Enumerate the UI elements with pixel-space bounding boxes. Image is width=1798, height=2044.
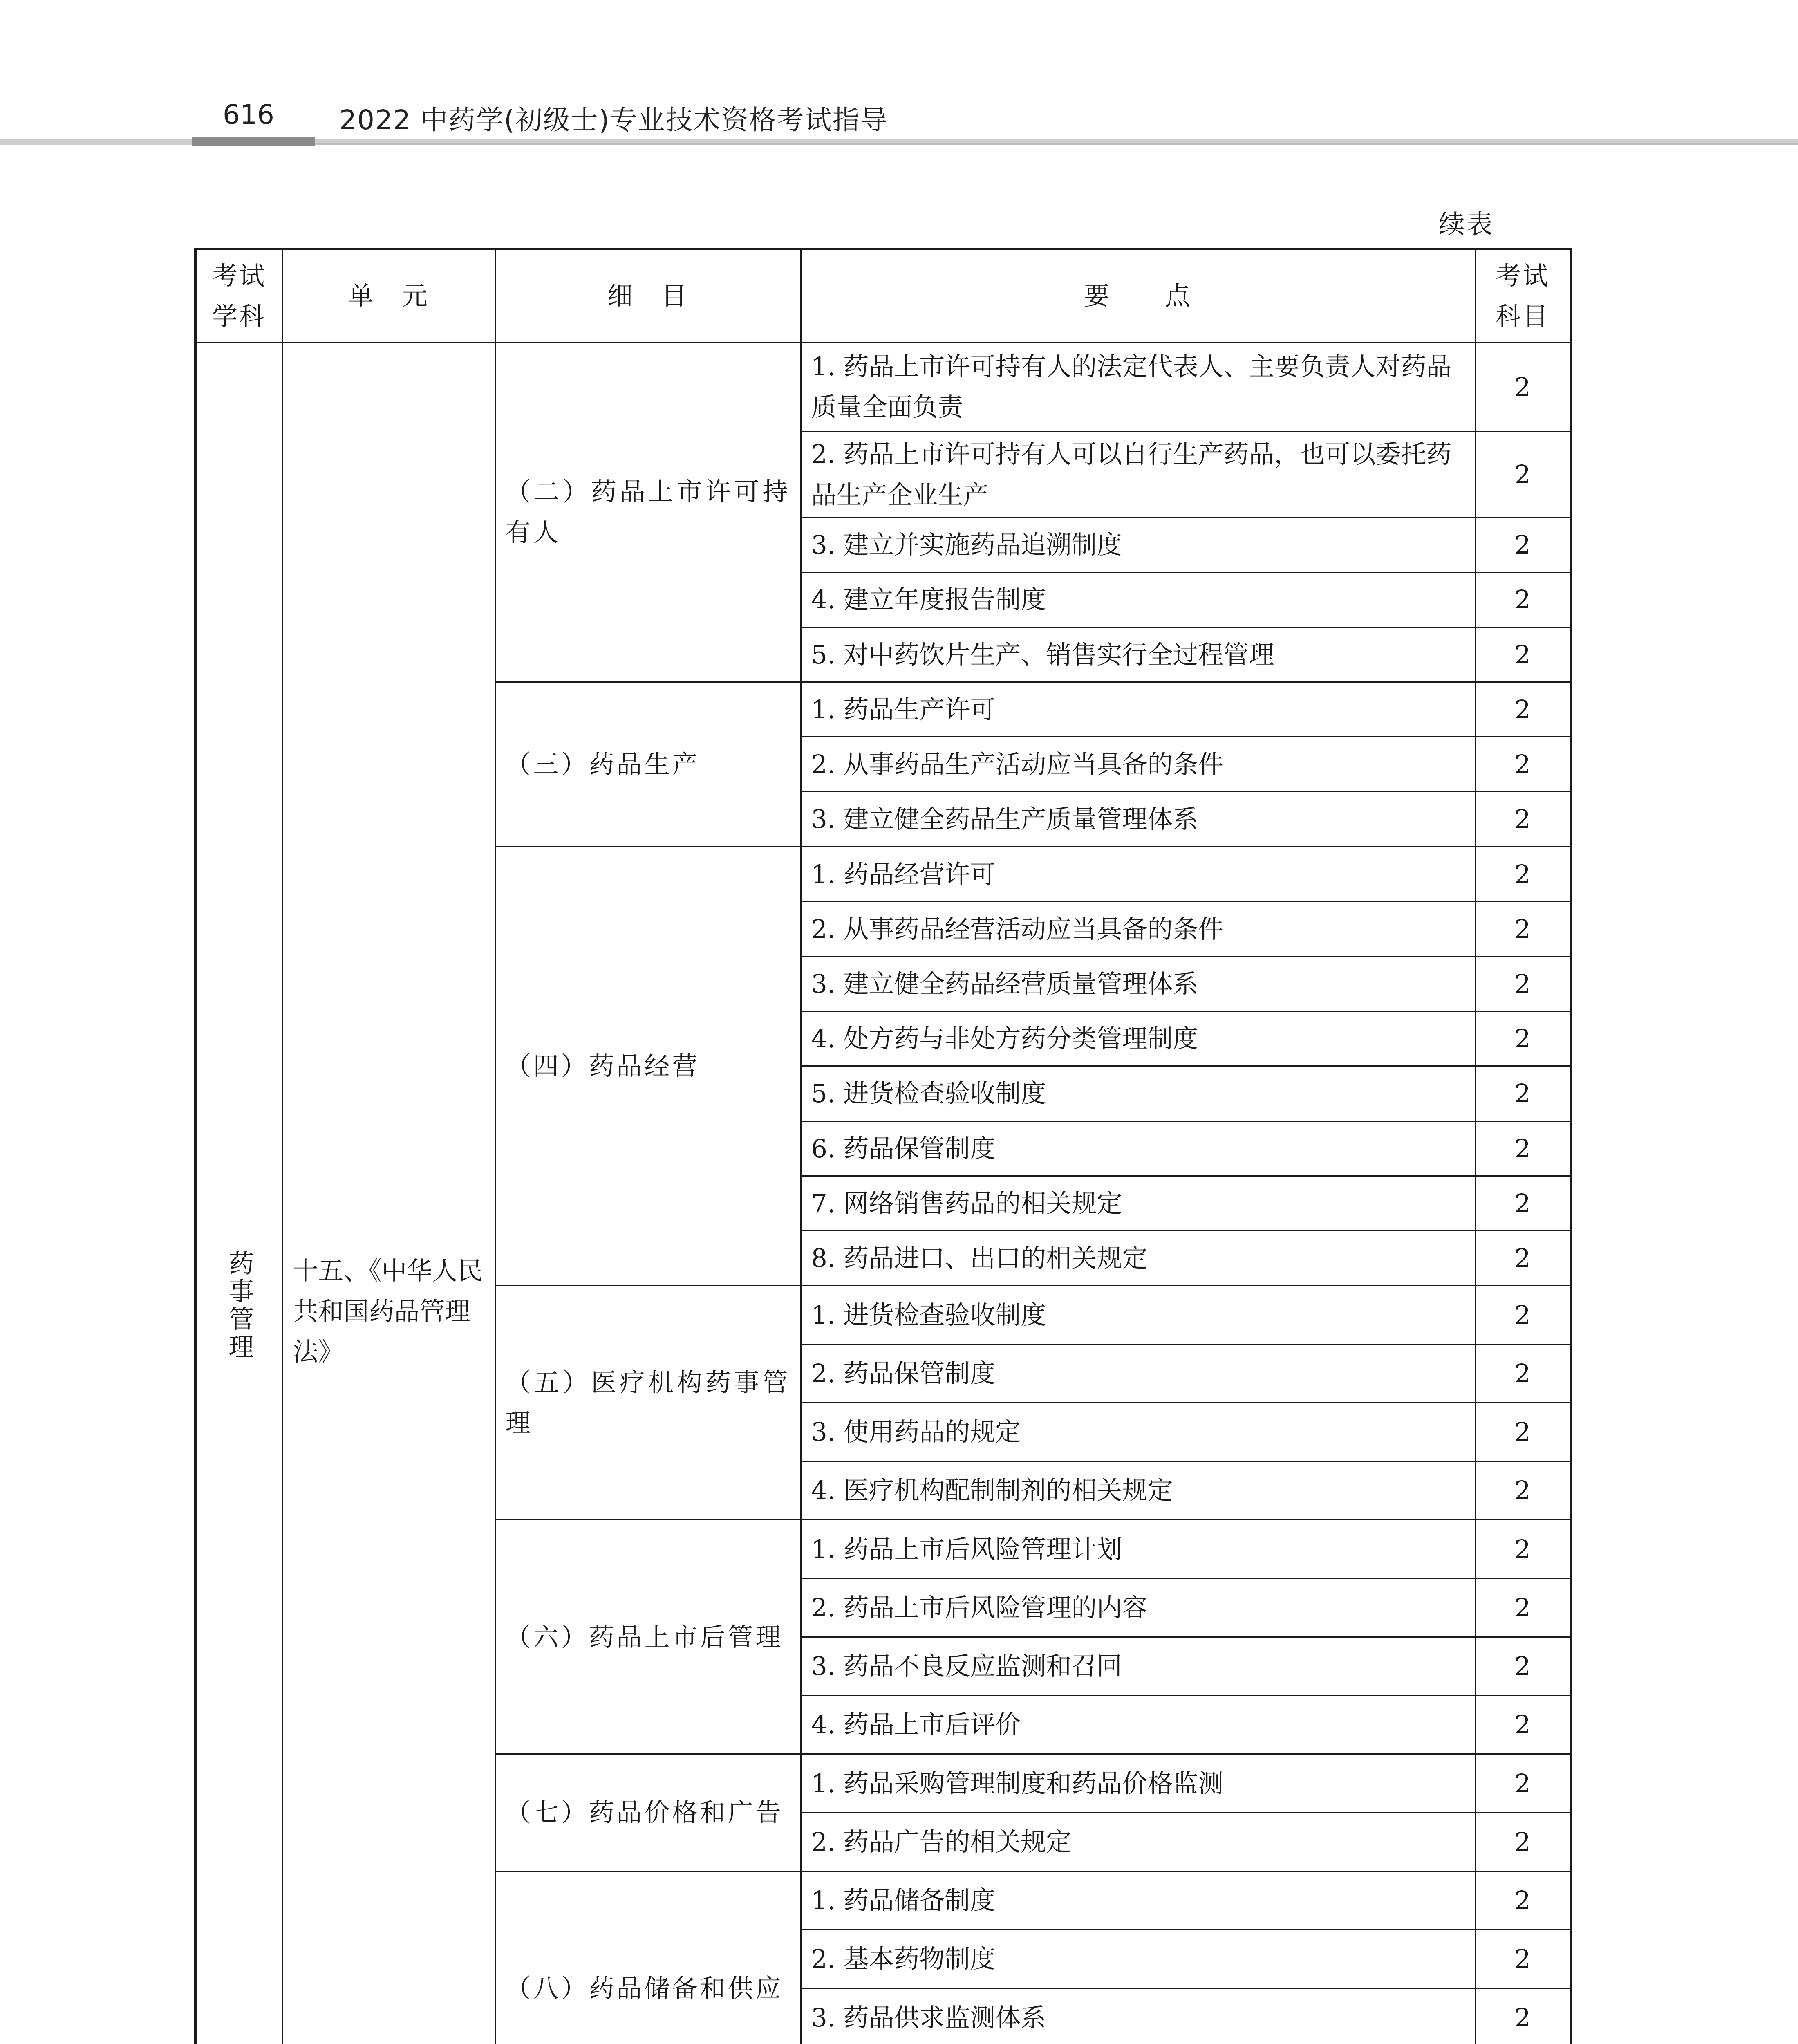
- book-title: 2022 中药学(初级士)专业技术资格考试指导: [339, 104, 888, 136]
- key-point-cell: 4. 药品上市后评价: [801, 1695, 1475, 1754]
- key-point-cell: 4. 处方药与非处方药分类管理制度: [801, 1011, 1475, 1066]
- exam-code-cell: 2: [1475, 1813, 1571, 1871]
- key-point-cell: 3. 建立并实施药品追溯制度: [801, 518, 1475, 572]
- exam-code-cell: 2: [1475, 1520, 1571, 1578]
- key-point-cell: 1. 药品上市许可持有人的法定代表人、主要负责人对药品质量全面负责: [801, 342, 1475, 431]
- exam-code-cell: 2: [1475, 1754, 1571, 1813]
- key-point-cell: 4. 建立年度报告制度: [801, 572, 1475, 627]
- subject-text: 药事管理: [224, 1250, 254, 1361]
- key-point-cell: 6. 药品保管制度: [801, 1121, 1475, 1176]
- detail-cell: （三）药品生产: [495, 682, 801, 847]
- detail-cell: （二）药品上市许可持有人: [495, 342, 801, 682]
- exam-code-cell: 2: [1475, 627, 1571, 682]
- table-row: [195, 342, 1571, 431]
- key-point-cell: 5. 进货检查验收制度: [801, 1066, 1475, 1121]
- exam-code-cell: 2: [1475, 1011, 1571, 1066]
- key-point-cell: 1. 药品生产许可: [801, 682, 1475, 737]
- exam-code-cell: 2: [1475, 1121, 1571, 1176]
- exam-code-cell: 2: [1475, 682, 1571, 737]
- key-point-cell: 1. 药品采购管理制度和药品价格监测: [801, 1754, 1475, 1813]
- exam-code-cell: 2: [1475, 1286, 1571, 1344]
- continued-label: 续表: [1439, 210, 1494, 240]
- unit-cell: 十五、《中华人民共和国药品管理法》: [282, 342, 495, 2044]
- header-rule-accent: [192, 137, 315, 146]
- key-point-cell: 3. 建立健全药品经营质量管理体系: [801, 956, 1475, 1011]
- header-unit: 单 元: [282, 249, 495, 342]
- syllabus-table: [194, 248, 1572, 2044]
- exam-code-cell: 2: [1475, 1461, 1571, 1520]
- detail-cell: （六）药品上市后管理: [495, 1520, 801, 1754]
- exam-code-cell: 2: [1475, 847, 1571, 901]
- exam-code-cell: 2: [1475, 1988, 1571, 2044]
- exam-code-cell: 2: [1475, 792, 1571, 847]
- key-point-cell: 7. 网络销售药品的相关规定: [801, 1176, 1475, 1230]
- exam-code-cell: 2: [1475, 518, 1571, 572]
- exam-code-cell: 2: [1475, 1695, 1571, 1754]
- key-point-cell: 3. 使用药品的规定: [801, 1403, 1475, 1461]
- exam-code-cell: 2: [1475, 1871, 1571, 1930]
- exam-code-cell: 2: [1475, 342, 1571, 431]
- key-point-cell: 3. 建立健全药品生产质量管理体系: [801, 792, 1475, 847]
- table-header-row: [195, 249, 1571, 342]
- key-point-cell: 1. 药品经营许可: [801, 847, 1475, 901]
- key-point-cell: 1. 药品储备制度: [801, 1871, 1475, 1930]
- exam-code-cell: 2: [1475, 1344, 1571, 1403]
- key-point-cell: 2. 药品上市许可持有人可以自行生产药品，也可以委托药品生产企业生产: [801, 431, 1475, 517]
- exam-code-cell: 2: [1475, 431, 1571, 517]
- exam-code-cell: 2: [1475, 1403, 1571, 1461]
- key-point-cell: 1. 进货检查验收制度: [801, 1286, 1475, 1344]
- page-number: 616: [223, 99, 274, 130]
- exam-code-cell: 2: [1475, 572, 1571, 627]
- exam-code-cell: 2: [1475, 956, 1571, 1011]
- key-point-cell: 2. 基本药物制度: [801, 1930, 1475, 1988]
- page-header: [0, 0, 1798, 151]
- header-exam-subject: 考试 学科: [195, 249, 282, 342]
- exam-code-cell: 2: [1475, 901, 1571, 956]
- exam-code-cell: 2: [1475, 737, 1571, 792]
- key-point-cell: 2. 药品保管制度: [801, 1344, 1475, 1403]
- header-exam-code: 考试 科目: [1475, 249, 1571, 342]
- key-point-cell: 2. 药品上市后风险管理的内容: [801, 1578, 1475, 1637]
- key-point-cell: 2. 从事药品生产活动应当具备的条件: [801, 737, 1475, 792]
- exam-code-cell: 2: [1475, 1231, 1571, 1286]
- key-point-cell: 1. 药品上市后风险管理计划: [801, 1520, 1475, 1578]
- exam-code-cell: 2: [1475, 1578, 1571, 1637]
- key-point-cell: 3. 药品不良反应监测和召回: [801, 1637, 1475, 1695]
- key-point-cell: 2. 药品广告的相关规定: [801, 1813, 1475, 1871]
- header-key-points: 要 点: [801, 249, 1475, 342]
- detail-cell: （八）药品储备和供应: [495, 1871, 801, 2044]
- key-point-cell: 8. 药品进口、出口的相关规定: [801, 1231, 1475, 1286]
- detail-cell: （七）药品价格和广告: [495, 1754, 801, 1871]
- key-point-cell: 5. 对中药饮片生产、销售实行全过程管理: [801, 627, 1475, 682]
- detail-cell: （四）药品经营: [495, 847, 801, 1286]
- header-rule-line: [315, 143, 1798, 145]
- header-detail: 细 目: [495, 249, 801, 342]
- exam-code-cell: 2: [1475, 1176, 1571, 1230]
- key-point-cell: 2. 从事药品经营活动应当具备的条件: [801, 901, 1475, 956]
- detail-cell: （五）医疗机构药事管理: [495, 1286, 801, 1520]
- exam-code-cell: 2: [1475, 1066, 1571, 1121]
- key-point-cell: 3. 药品供求监测体系: [801, 1988, 1475, 2044]
- exam-code-cell: 2: [1475, 1637, 1571, 1695]
- subject-cell: [195, 342, 282, 2044]
- key-point-cell: 4. 医疗机构配制制剂的相关规定: [801, 1461, 1475, 1520]
- exam-code-cell: 2: [1475, 1930, 1571, 1988]
